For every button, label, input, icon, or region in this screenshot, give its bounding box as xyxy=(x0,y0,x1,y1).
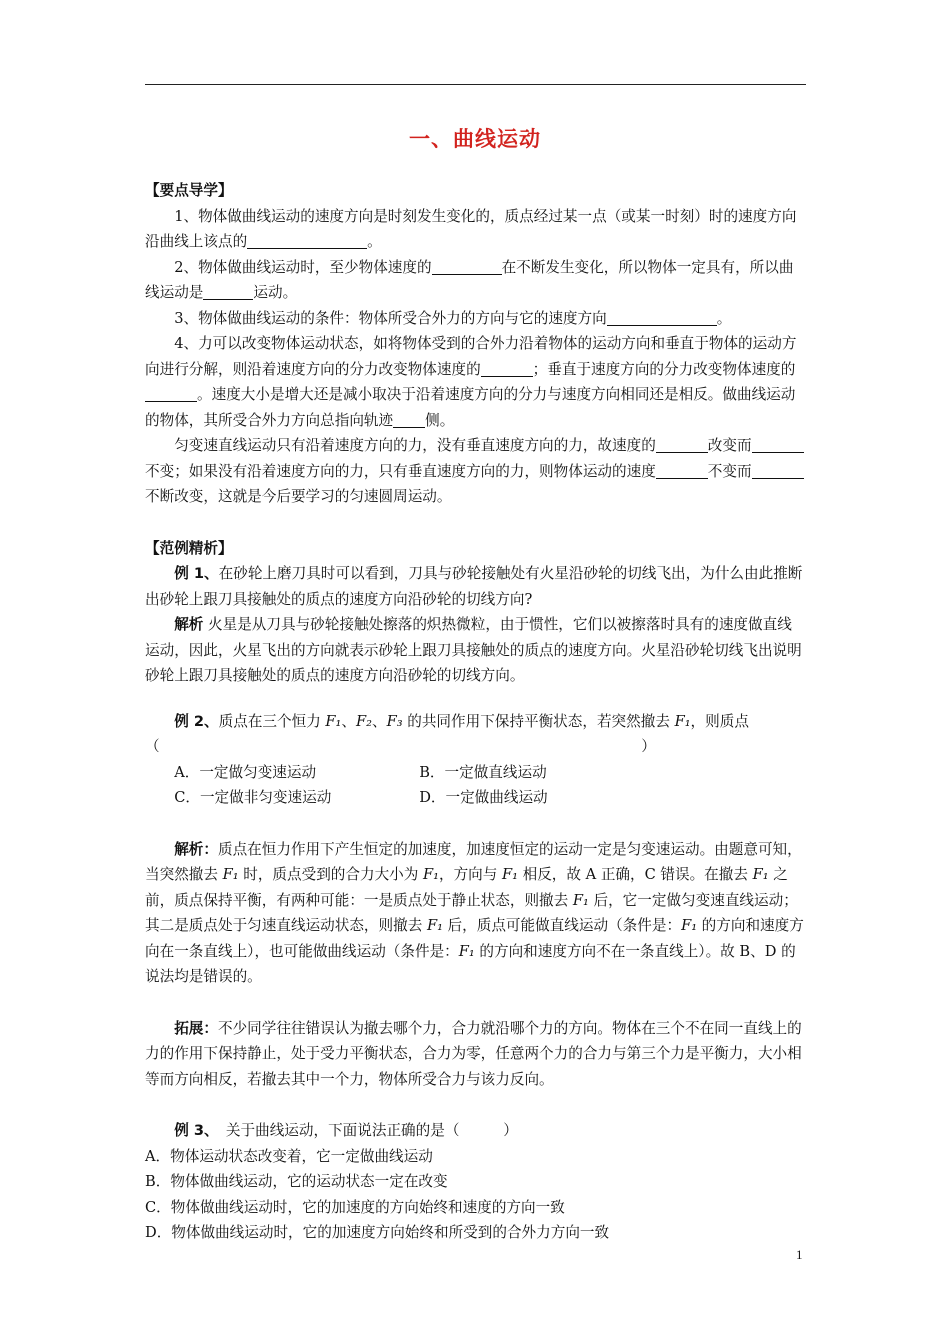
text: 不变；如果没有沿着速度方向的力，只有垂直速度方向的力，则物体运动的速度 xyxy=(145,462,656,480)
analysis-label: 解析： xyxy=(174,840,218,858)
fill-blank[interactable] xyxy=(247,232,367,249)
fill-blank[interactable] xyxy=(203,283,253,300)
example-1 xyxy=(145,561,806,612)
text: 相反，故 A 正确，C 错误。在撤去 xyxy=(517,866,753,883)
text: 、 xyxy=(372,712,387,730)
force-symbol: F₁ xyxy=(752,866,769,883)
option-a[interactable]: A．物体运动状态改变着，它一定做曲线运动 xyxy=(145,1147,433,1165)
document-body xyxy=(145,178,806,1246)
force-symbol: F₁ xyxy=(325,712,342,730)
example-label: 例 1、 xyxy=(174,565,219,582)
example-label: 例 3、 xyxy=(174,1122,212,1139)
fill-blank[interactable] xyxy=(145,385,197,402)
paragraph-3 xyxy=(145,306,806,332)
fill-blank[interactable] xyxy=(656,436,708,453)
force-symbol: F₁ xyxy=(674,712,691,730)
example-2 xyxy=(145,709,806,760)
header-rule xyxy=(145,84,806,85)
example-2-analysis xyxy=(145,837,806,990)
text: 侧。 xyxy=(425,411,455,429)
option-b[interactable]: B．一定做直线运动 xyxy=(419,763,547,781)
text: 4、力可以改变物体运动状态，如将物体受到的合外力沿着物体的运动方向和垂直于物体的运动方向进行分解，则沿着速度方向的分力改变物体速度的 xyxy=(145,335,797,378)
option-c[interactable]: C．物体做曲线运动时，它的加速度的方向始终和速度的方向一致 xyxy=(145,1198,565,1216)
fill-blank[interactable] xyxy=(481,360,533,377)
text: 在砂轮上磨刀具时可以看到，刀具与砂轮接触处有火星沿砂轮的切线飞出，为什么由此推断出砂轮上跟刀具接触处的质点的速度方向沿砂轮的切线方向? xyxy=(145,565,803,608)
paragraph-2 xyxy=(145,255,806,306)
page-title: 一、曲线运动 xyxy=(409,127,541,151)
text: 改变而 xyxy=(707,437,752,454)
force-symbol: F₁ xyxy=(222,866,239,883)
fill-blank[interactable] xyxy=(607,309,717,326)
text: 3、物体做曲线运动的条件：物体所受合外力的方向与它的速度方向 xyxy=(174,309,607,327)
text: 时，质点受到的合力大小为 xyxy=(238,866,423,883)
example-label: 例 2、 xyxy=(174,712,219,730)
text: 1、物体做曲线运动的速度方向是时刻发生变化的，质点经过某一点（或某一时刻）时的速度方向沿曲线上该点的 xyxy=(145,207,797,250)
section-heading-examples: 【范例精析】 xyxy=(145,539,233,557)
option-d[interactable]: D．一定做曲线运动 xyxy=(419,789,548,806)
section-heading-key-points: 【要点导学】 xyxy=(145,182,233,199)
fill-blank[interactable] xyxy=(393,411,425,428)
text: 的共同作用下保持平衡状态，若突然撤去 xyxy=(402,712,675,730)
force-symbol: F₁ xyxy=(458,942,475,960)
text: 之前，质点保持平衡，有两种可能：一是质点处于静止状态，则撤去 xyxy=(145,866,788,909)
text: 运动。 xyxy=(253,284,298,301)
text: 。 xyxy=(367,233,382,250)
text: 不断改变，这就是今后要学习的匀速圆周运动。 xyxy=(145,488,452,505)
extension-label: 拓展： xyxy=(174,1019,218,1037)
force-symbol: F₁ xyxy=(502,866,518,883)
text: 质点在三个恒力 xyxy=(218,712,326,730)
analysis-label: 解析 xyxy=(174,616,204,633)
text: ，则质点（ ） xyxy=(145,712,749,755)
example-1-analysis xyxy=(145,612,806,689)
example-3 xyxy=(145,1118,806,1144)
text: 的方向和速度方向在一条直线上），也可能做曲线运动（条件是： xyxy=(145,917,804,960)
force-symbol: F₂ xyxy=(356,712,372,730)
text: 不少同学往往错误认为撤去哪个力，合力就沿哪个力的方向。物体在三个不在同一直线上的力的作用下保持静止，处于受力平衡状态，合力为零，任意两个力的合力与第三个力是平衡力，大小相等而方向相反，若撤去其中一个力，物体所受合力与该力反向。 xyxy=(145,1019,802,1088)
option-a[interactable]: A．一定做匀变速运动 xyxy=(174,763,317,781)
text: 、 xyxy=(341,712,357,730)
text: 不变而 xyxy=(707,462,752,480)
force-symbol: F₁ xyxy=(423,866,439,883)
text: 匀变速直线运动只有沿着速度方向的力，没有垂直速度方向的力，故速度的 xyxy=(174,437,656,454)
option-d[interactable]: D．物体做曲线运动时，它的加速度方向始终和所受到的合外力方向一致 xyxy=(145,1224,610,1241)
text: 火星是从刀具与砂轮接触处擦落的炽热微粒，由于惯性，它们以被擦落时具有的速度做直线运动，因此，火星飞出的方向就表示砂轮上跟刀具接触处的质点的速度方向。火星沿砂轮切线飞出说明砂轮上跟刀具接触处的质点的速度方向沿砂轮的切线方向。 xyxy=(145,616,802,684)
option-b[interactable]: B．物体做曲线运动，它的运动状态一定在改变 xyxy=(145,1173,448,1190)
text: 后，它一定做匀变速直线运动；其二是质点处于匀速直线运动状态，则撤去 xyxy=(145,891,798,934)
text: 。 xyxy=(716,309,732,327)
text: 后，质点可能做直线运动（条件是： xyxy=(442,917,682,934)
paragraph-5 xyxy=(145,433,806,510)
fill-blank[interactable] xyxy=(752,462,804,479)
extension xyxy=(145,1016,806,1093)
page-number: 1 xyxy=(796,1247,803,1262)
force-symbol: F₁ xyxy=(572,891,589,909)
fill-blank[interactable] xyxy=(432,258,502,275)
paragraph-4 xyxy=(145,331,806,433)
fill-blank[interactable] xyxy=(752,436,804,453)
option-c[interactable]: C．一定做非匀变速运动 xyxy=(174,789,332,806)
text: ；垂直于速度方向的分力改变物体速度的 xyxy=(532,360,796,378)
text: 质点在恒力作用下产生恒定的加速度，加速度恒定的运动一定是匀变速运动。由题意可知，当突然撤去 xyxy=(145,840,802,883)
force-symbol: F₃ xyxy=(386,712,403,730)
example-2-options xyxy=(145,760,806,811)
force-symbol: F₁ xyxy=(426,917,443,934)
fill-blank[interactable] xyxy=(656,462,708,479)
text: ，方向与 xyxy=(438,866,502,883)
force-symbol: F₁ xyxy=(681,917,698,934)
text: 的方向和速度方向不在一条直线上）。故 B、D 的说法均是错误的。 xyxy=(145,942,796,985)
text: 。速度大小是增大还是减小取决于沿着速度方向的分力与速度方向相同还是相反。做曲线运动的物体，其所受合外力方向总指向轨迹 xyxy=(145,386,796,429)
text: 2、物体做曲线运动时，至少物体速度的 xyxy=(174,258,432,276)
paragraph-1 xyxy=(145,204,806,255)
text: 关于曲线运动，下面说法正确的是（ ） xyxy=(211,1122,518,1139)
text: 在不断发生变化，所以物体一定具有，所以曲线运动是 xyxy=(145,258,794,301)
